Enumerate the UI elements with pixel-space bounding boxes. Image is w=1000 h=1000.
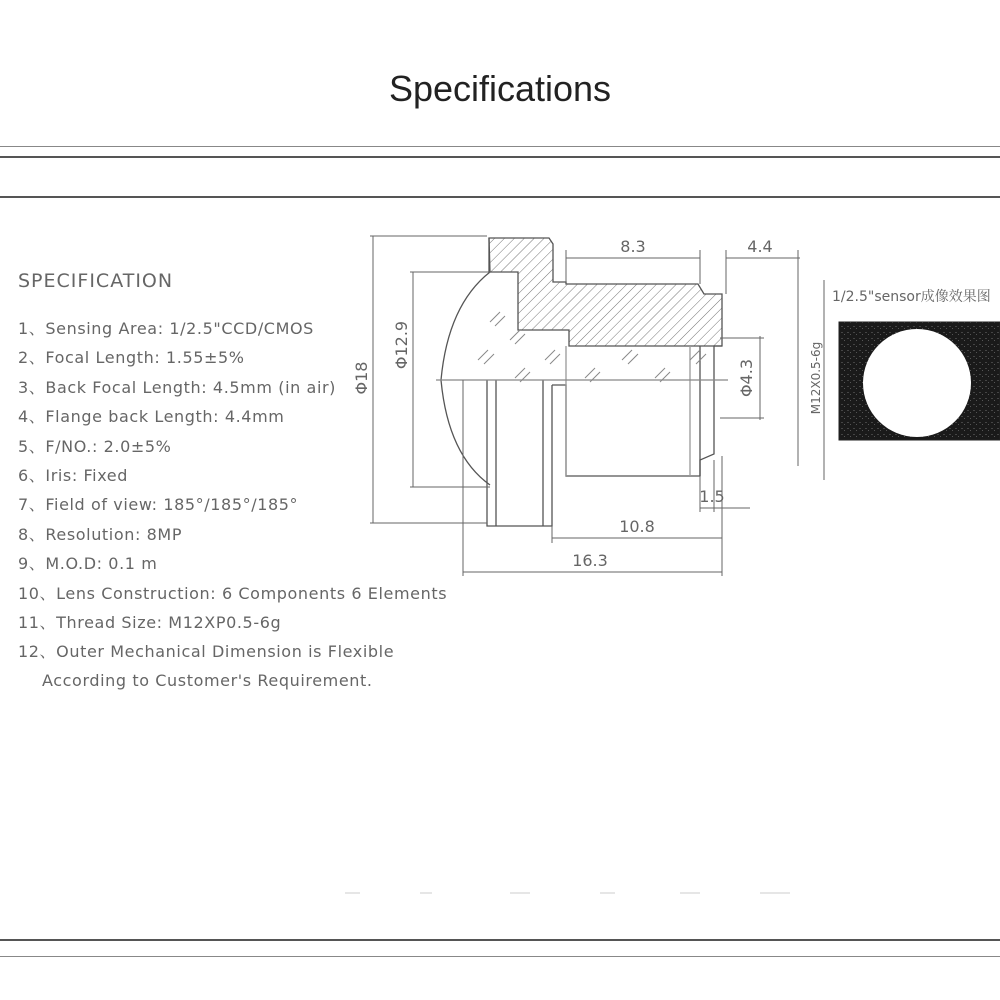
dim-length-4-4: 4.4 (747, 237, 773, 256)
dim-length-8-3: 8.3 (620, 237, 646, 256)
spec-item: 11、Thread Size: M12XP0.5-6g (18, 612, 282, 632)
dim-length-10-8: 10.8 (619, 517, 655, 536)
spec-item: 4、Flange back Length: 4.4mm (18, 407, 285, 427)
spec-heading: SPECIFICATION (18, 270, 174, 292)
dim-length-16-3: 16.3 (572, 551, 608, 570)
spec-item-12-line2: According to Customer's Requirement. (42, 671, 373, 691)
thread-label: M12X0.5-6g (809, 341, 823, 415)
page-title: Specifications (388, 68, 612, 109)
dim-diameter-18: Φ18 (352, 361, 371, 395)
spec-item: 1、Sensing Area: 1/2.5"CCD/CMOS (18, 319, 314, 338)
spec-item: 2、Focal Length: 1.55±5% (18, 348, 245, 368)
lens-body (436, 238, 728, 526)
spec-item: 9、M.O.D: 0.1 m (18, 554, 158, 574)
spec-item: 6、Iris: Fixed (18, 465, 128, 485)
spec-item: 3、Back Focal Length: 4.5mm (in air) (18, 377, 337, 397)
spec-item: 8、Resolution: 8MP (18, 524, 183, 544)
spec-item-12-line1: 12、Outer Mechanical Dimension is Flexible (18, 642, 395, 662)
sensor-preview (839, 322, 1000, 440)
dim-diameter-4-3: Φ4.3 (737, 358, 756, 398)
spec-item: 7、Field of view: 185°/185°/185° (18, 495, 299, 515)
spec-item: 10、Lens Construction: 6 Components 6 Elements (18, 583, 448, 603)
dim-diameter-12-9: Φ12.9 (392, 320, 411, 370)
spec-item: 5、F/NO.: 2.0±5% (18, 436, 172, 456)
dim-length-1-5: 1.5 (699, 487, 725, 506)
sensor-caption: 1/2.5"sensor成像效果图 (832, 289, 991, 305)
